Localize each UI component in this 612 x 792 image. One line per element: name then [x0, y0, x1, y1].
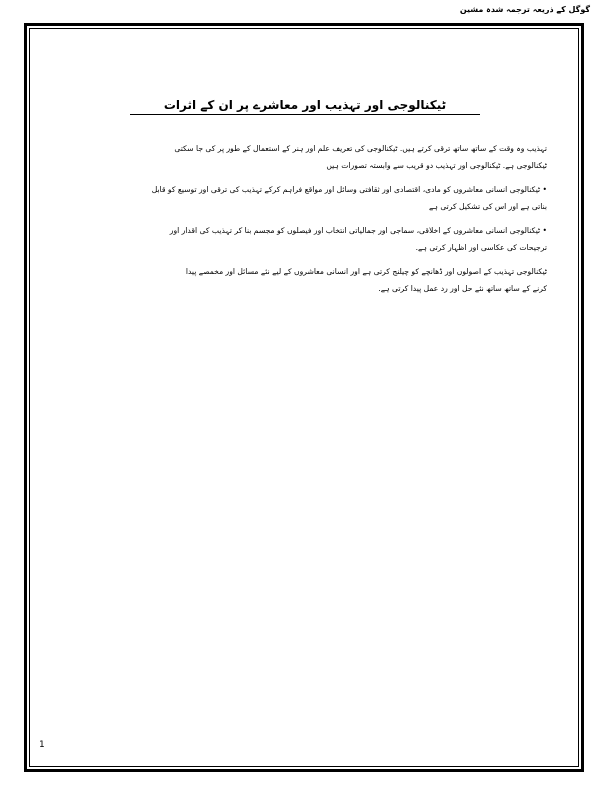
text-line: بناتی ہے اور اس کی تشکیل کرتی ہے: [429, 202, 547, 211]
text-line: ٹیکنالوجی ہے. ٹیکنالوجی اور تہذیب دو قریب سے وابستہ تصورات ہیں: [326, 161, 547, 170]
text-line: ٹیکنالوجی تہذیب کے اصولوں اور ڈھانچے کو چیلنج کرتی ہے اور انسانی معاشروں کے لیے نئے مسائل اور مخمصے پیدا: [185, 267, 547, 276]
document-title: ٹیکنالوجی اور تہذیب اور معاشرے پر ان کے اثرات: [130, 98, 480, 115]
paragraph-conclusion: [72, 263, 547, 297]
header-title: گوگل کے ذریعہ ترجمہ شدہ مشین: [459, 5, 590, 14]
text-line: تہذیب وہ وقت کے ساتھ ساتھ ترقی کرتے ہیں. ٹیکنالوجی کی تعریف علم اور ہنر کے استعمال کے طور پر کی جا سکتی: [174, 144, 547, 153]
page-border-inner: [29, 28, 579, 767]
paragraph-bullet-1: [72, 181, 547, 215]
text-line: ترجیحات کی عکاسی اور اظہار کرتی ہے.: [415, 243, 547, 252]
text-line: • ٹیکنالوجی انسانی معاشروں کے اخلاقی، سماجی اور جمالیاتی انتخاب اور فیصلوں کو مجسم بنا کر تہذیب کی اقدار اور: [169, 226, 547, 235]
paragraph-bullet-2: [72, 222, 547, 256]
text-line: • ٹیکنالوجی انسانی معاشروں کو مادی، اقتصادی اور ثقافتی وسائل اور مواقع فراہم کرکے تہذیب کی ترقی اور توسیع کو قابل: [151, 185, 547, 194]
text-line: کرنے کے ساتھ ساتھ نئے حل اور رد عمل پیدا کرتی ہے.: [378, 284, 547, 293]
page-number: 1: [39, 740, 45, 750]
document-body: [72, 140, 547, 304]
paragraph-intro: [72, 140, 547, 174]
